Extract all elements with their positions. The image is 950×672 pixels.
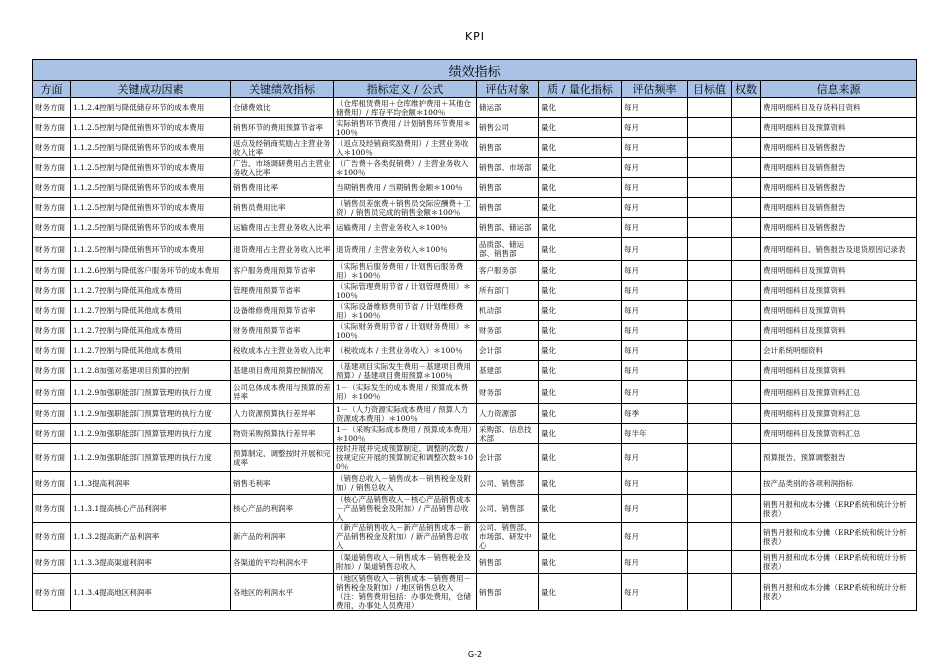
cell-aspect: 财务方面 [33, 301, 71, 321]
cell-frequency: 每月 [622, 523, 688, 551]
table-row [33, 321, 917, 341]
cell-definition: （实际设备维修费用节省 / 计划维修费用）＊100％ [334, 301, 477, 321]
cell-target [688, 574, 732, 611]
table-row [33, 301, 917, 321]
cell-weight [732, 551, 761, 574]
cell-success-factor: 1.1.2.9加强职能部门预算管理的执行力度 [71, 404, 231, 424]
cell-frequency: 每月 [622, 138, 688, 158]
cell-aspect: 财务方面 [33, 404, 71, 424]
table-row [33, 118, 917, 138]
cell-metric-type: 量化 [539, 178, 622, 198]
cell-frequency: 每月 [622, 495, 688, 523]
cell-kpi: 销售员费用比率 [231, 198, 334, 218]
cell-success-factor: 1.1.2.6控制与降低客户服务环节的成本费用 [71, 261, 231, 281]
cell-aspect: 财务方面 [33, 198, 71, 218]
cell-kpi: 税收成本占主营业务收入比率 [231, 341, 334, 361]
table-row [33, 138, 917, 158]
cell-kpi: 运输费用占主营业务收入比率 [231, 218, 334, 238]
document-title: KPI [464, 30, 486, 43]
cell-target [688, 495, 732, 523]
cell-aspect: 财务方面 [33, 424, 71, 444]
cell-success-factor: 1.1.2.7控制与降低其他成本费用 [71, 341, 231, 361]
cell-aspect: 财务方面 [33, 495, 71, 523]
cell-weight [732, 495, 761, 523]
column-header-aspect: 方面 [33, 81, 71, 98]
cell-kpi: 广告、市场调研费用占主营业务收入比率 [231, 158, 334, 178]
cell-target [688, 381, 732, 404]
column-header-info-source: 信息来源 [761, 81, 917, 98]
cell-frequency: 每月 [622, 198, 688, 218]
cell-info-source: 按产品类别的各项利润指标 [761, 472, 917, 495]
cell-aspect: 财务方面 [33, 341, 71, 361]
table-row [33, 98, 917, 118]
cell-assessee: 所有部门 [477, 281, 539, 301]
cell-target [688, 523, 732, 551]
table-row [33, 238, 917, 261]
cell-info-source: 费用明细科目及销售报告 [761, 138, 917, 158]
cell-definition: 1－（实际发生的成本费用 / 预算成本费用）＊100％ [334, 381, 477, 404]
cell-kpi: 预算制定、调整按时开展和完成率 [231, 444, 334, 472]
cell-success-factor: 1.1.2.5控制与降低销售环节的成本费用 [71, 238, 231, 261]
table-row [33, 424, 917, 444]
cell-metric-type: 量化 [539, 495, 622, 523]
column-header-assessee: 评估对象 [477, 81, 539, 98]
cell-definition: 1－（人力资源实际成本费用 / 预算人力资源成本费用）＊100％ [334, 404, 477, 424]
cell-target [688, 198, 732, 218]
table-row [33, 551, 917, 574]
cell-success-factor: 1.1.3.2提高新产品利润率 [71, 523, 231, 551]
cell-kpi: 退货费用占主营业务收入比率 [231, 238, 334, 261]
cell-definition: （渠道销售收入－销售成本－销售税金及附加）/ 渠道销售总收入 [334, 551, 477, 574]
cell-assessee: 会计部 [477, 444, 539, 472]
cell-weight [732, 523, 761, 551]
cell-assessee: 销售部 [477, 574, 539, 611]
cell-metric-type: 量化 [539, 118, 622, 138]
cell-weight [732, 381, 761, 404]
cell-aspect: 财务方面 [33, 551, 71, 574]
cell-metric-type: 量化 [539, 424, 622, 444]
column-header-metric-type: 质 / 量化指标 [539, 81, 622, 98]
cell-kpi: 核心产品的利润率 [231, 495, 334, 523]
cell-success-factor: 1.1.2.8加强对基建项目预算的控制 [71, 361, 231, 381]
cell-success-factor: 1.1.3.3提高渠道利润率 [71, 551, 231, 574]
kpi-table-body [33, 98, 917, 611]
cell-target [688, 138, 732, 158]
cell-success-factor: 1.1.2.5控制与降低销售环节的成本费用 [71, 118, 231, 138]
table-row [33, 444, 917, 472]
cell-frequency: 每月 [622, 574, 688, 611]
cell-kpi: 新产品的利润率 [231, 523, 334, 551]
cell-target [688, 301, 732, 321]
cell-kpi: 销售毛利率 [231, 472, 334, 495]
cell-frequency: 每月 [622, 321, 688, 341]
cell-info-source: 销售月报和成本分摊（ERP系统和统计分析报表） [761, 551, 917, 574]
cell-definition: （仓库租赁费用＋仓库维护费用＋其他仓储费用）/ 库存平均余额＊100％ [334, 98, 477, 118]
cell-assessee: 销售部 [477, 198, 539, 218]
cell-aspect: 财务方面 [33, 158, 71, 178]
cell-definition: （核心产品销售收入－核心产品销售成本－产品销售税金及附加）/ 产品销售总收入 [334, 495, 477, 523]
cell-definition: （基建项目实际发生费用－基建项目费用预算）/ 基建项目费用预算＊100％ [334, 361, 477, 381]
cell-aspect: 财务方面 [33, 218, 71, 238]
cell-frequency: 每月 [622, 158, 688, 178]
cell-kpi: 财务费用预算节省率 [231, 321, 334, 341]
cell-weight [732, 138, 761, 158]
cell-target [688, 98, 732, 118]
cell-definition: 1－（采购实际成本费用 / 预算成本费用）＊100％ [334, 424, 477, 444]
cell-definition: （地区销售收入－销售成本－销售费用－销售税金及附加）/ 地区销售总收入 （注：销售费用包括：办事处费用，仓储费用，办事处人员费用） [334, 574, 477, 611]
cell-info-source: 费用明细科目及销售报告 [761, 198, 917, 218]
cell-kpi: 物资采购预算执行差异率 [231, 424, 334, 444]
cell-success-factor: 1.1.2.5控制与降低销售环节的成本费用 [71, 158, 231, 178]
column-header-weight: 权数 [732, 81, 761, 98]
cell-info-source: 费用明细科目及预算资料 [761, 118, 917, 138]
cell-kpi: 设备维修费用预算节省率 [231, 301, 334, 321]
cell-info-source: 费用明细科目及预算资料汇总 [761, 424, 917, 444]
column-header-success-factor: 关键成功因素 [71, 81, 231, 98]
cell-kpi: 公司总体成本费用与预算的差异率 [231, 381, 334, 404]
cell-aspect: 财务方面 [33, 138, 71, 158]
column-header-frequency: 评估频率 [622, 81, 688, 98]
kpi-table [32, 59, 917, 611]
cell-aspect: 财务方面 [33, 444, 71, 472]
cell-metric-type: 量化 [539, 472, 622, 495]
cell-assessee: 基建部 [477, 361, 539, 381]
cell-info-source: 费用明细科目及销售报告 [761, 178, 917, 198]
cell-frequency: 每月 [622, 381, 688, 404]
cell-definition: （税收成本 / 主营业务收入）＊100％ [334, 341, 477, 361]
cell-metric-type: 量化 [539, 138, 622, 158]
cell-kpi: 基建项目费用预算控制情况 [231, 361, 334, 381]
cell-weight [732, 424, 761, 444]
cell-target [688, 341, 732, 361]
cell-info-source: 费用明细科目及预算资料 [761, 321, 917, 341]
cell-weight [732, 444, 761, 472]
cell-target [688, 551, 732, 574]
cell-success-factor: 1.1.3.1提高核心产品利润率 [71, 495, 231, 523]
cell-weight [732, 472, 761, 495]
cell-assessee: 机动部 [477, 301, 539, 321]
cell-weight [732, 238, 761, 261]
table-row [33, 472, 917, 495]
cell-frequency: 每半年 [622, 424, 688, 444]
cell-definition: （广告费＋各类促销费）/ 主营业务收入＊100％ [334, 158, 477, 178]
cell-target [688, 472, 732, 495]
cell-metric-type: 量化 [539, 158, 622, 178]
table-row [33, 523, 917, 551]
cell-assessee: 财务部 [477, 381, 539, 404]
cell-assessee: 销售部 [477, 138, 539, 158]
table-row [33, 158, 917, 178]
cell-definition: 退货费用 / 主营业务收入＊100％ [334, 238, 477, 261]
cell-aspect: 财务方面 [33, 281, 71, 301]
cell-info-source: 会计系统明细资料 [761, 341, 917, 361]
cell-frequency: 每月 [622, 118, 688, 138]
table-row [33, 281, 917, 301]
cell-frequency: 每月 [622, 98, 688, 118]
cell-assessee: 品质部、储运部、销售部 [477, 238, 539, 261]
cell-info-source: 费用明细科目及预算资料汇总 [761, 381, 917, 404]
cell-weight [732, 361, 761, 381]
cell-weight [732, 341, 761, 361]
cell-target [688, 118, 732, 138]
cell-kpi: 仓储费效比 [231, 98, 334, 118]
cell-success-factor: 1.1.3.4提高地区利润率 [71, 574, 231, 611]
cell-assessee: 销售部、市场部 [477, 158, 539, 178]
cell-metric-type: 量化 [539, 381, 622, 404]
cell-assessee: 人力资源部 [477, 404, 539, 424]
cell-kpi: 销售费用比率 [231, 178, 334, 198]
cell-success-factor: 1.1.2.7控制与降低其他成本费用 [71, 321, 231, 341]
cell-kpi: 管理费用预算节省率 [231, 281, 334, 301]
cell-metric-type: 量化 [539, 574, 622, 611]
cell-assessee: 公司、销售部 [477, 495, 539, 523]
cell-weight [732, 118, 761, 138]
cell-kpi: 销售环节的费用预算节省率 [231, 118, 334, 138]
cell-definition: （实际售后服务费用 / 计划售后服务费用）＊100％ [334, 261, 477, 281]
cell-frequency: 每月 [622, 444, 688, 472]
page-footer: G-2 [467, 650, 483, 659]
cell-metric-type: 量化 [539, 321, 622, 341]
cell-info-source: 销售月报和成本分摊（ERP系统和统计分析报表） [761, 495, 917, 523]
cell-definition: （销售员差旅费＋销售员交际应酬费＋工资）/ 销售员完成的销售金额＊100％ [334, 198, 477, 218]
cell-frequency: 每月 [622, 361, 688, 381]
cell-definition: 运输费用 / 主营业务收入＊100％ [334, 218, 477, 238]
cell-metric-type: 量化 [539, 238, 622, 261]
cell-metric-type: 量化 [539, 281, 622, 301]
table-row [33, 404, 917, 424]
table-row [33, 198, 917, 218]
cell-definition: （返点及经销商奖励费用）/ 主营业务收入＊100％ [334, 138, 477, 158]
cell-assessee: 销售公司 [477, 118, 539, 138]
cell-frequency: 每月 [622, 281, 688, 301]
cell-aspect: 财务方面 [33, 118, 71, 138]
cell-info-source: 费用明细科目及存货科目资料 [761, 98, 917, 118]
cell-aspect: 财务方面 [33, 574, 71, 611]
cell-frequency: 每月 [622, 341, 688, 361]
cell-definition: （销售总收入－销售成本－销售税金及附加）/ 销售总收入 [334, 472, 477, 495]
cell-kpi: 客户服务费用预算节省率 [231, 261, 334, 281]
cell-success-factor: 1.1.2.5控制与降低销售环节的成本费用 [71, 138, 231, 158]
cell-weight [732, 261, 761, 281]
cell-assessee: 销售部、储运部 [477, 218, 539, 238]
cell-info-source: 费用明细科目及销售报告 [761, 218, 917, 238]
cell-weight [732, 98, 761, 118]
table-row [33, 574, 917, 611]
cell-success-factor: 1.1.2.4控制与降低储存环节的成本费用 [71, 98, 231, 118]
cell-metric-type: 量化 [539, 218, 622, 238]
cell-frequency: 每季 [622, 404, 688, 424]
cell-success-factor: 1.1.2.9加强职能部门预算管理的执行力度 [71, 424, 231, 444]
cell-definition: （实际财务费用节省 / 计划财务费用）＊100％ [334, 321, 477, 341]
cell-info-source: 费用明细科目及预算资料 [761, 281, 917, 301]
cell-assessee: 客户服务部 [477, 261, 539, 281]
table-row [33, 495, 917, 523]
cell-target [688, 178, 732, 198]
cell-metric-type: 量化 [539, 551, 622, 574]
cell-metric-type: 量化 [539, 261, 622, 281]
cell-aspect: 财务方面 [33, 523, 71, 551]
cell-aspect: 财务方面 [33, 238, 71, 261]
cell-info-source: 费用明细科目及预算资料 [761, 261, 917, 281]
cell-assessee: 销售部 [477, 178, 539, 198]
table-row [33, 178, 917, 198]
cell-frequency: 每月 [622, 261, 688, 281]
cell-aspect: 财务方面 [33, 381, 71, 404]
table-row [33, 261, 917, 281]
cell-info-source: 费用明细科目、销售报告及退货原因记录表 [761, 238, 917, 261]
cell-definition: 按时开展并完成预算制定、调整的次数 / 按规定应开展的预算制定和调整次数＊100％ [334, 444, 477, 472]
cell-info-source: 费用明细科目及预算资料 [761, 361, 917, 381]
cell-definition: （新产品销售收入－新产品销售成本－新产品销售税金及附加）/ 新产品销售总收入 [334, 523, 477, 551]
cell-kpi: 返点及经销商奖励占主营业务收入比率 [231, 138, 334, 158]
cell-frequency: 每月 [622, 472, 688, 495]
cell-success-factor: 1.1.2.7控制与降低其他成本费用 [71, 281, 231, 301]
table-title: 绩效指标 [33, 60, 917, 81]
cell-success-factor: 1.1.2.7控制与降低其他成本费用 [71, 301, 231, 321]
cell-kpi: 各渠道的平均利润水平 [231, 551, 334, 574]
cell-success-factor: 1.1.2.9加强职能部门预算管理的执行力度 [71, 381, 231, 404]
cell-metric-type: 量化 [539, 404, 622, 424]
cell-weight [732, 574, 761, 611]
cell-target [688, 261, 732, 281]
cell-target [688, 238, 732, 261]
cell-definition: 实际销售环节费用 / 计划销售环节费用＊100％ [334, 118, 477, 138]
cell-target [688, 218, 732, 238]
cell-metric-type: 量化 [539, 523, 622, 551]
column-header-target: 目标值 [688, 81, 732, 98]
cell-weight [732, 158, 761, 178]
cell-metric-type: 量化 [539, 301, 622, 321]
cell-frequency: 每月 [622, 218, 688, 238]
cell-target [688, 404, 732, 424]
table-row [33, 381, 917, 404]
cell-target [688, 424, 732, 444]
cell-info-source: 费用明细科目及预算资料汇总 [761, 404, 917, 424]
cell-target [688, 321, 732, 341]
table-banner-row [33, 60, 917, 81]
cell-assessee: 储运部 [477, 98, 539, 118]
cell-weight [732, 178, 761, 198]
cell-info-source: 销售月报和成本分摊（ERP系统和统计分析报表） [761, 574, 917, 611]
cell-metric-type: 量化 [539, 444, 622, 472]
column-header-kpi: 关键绩效指标 [231, 81, 334, 98]
cell-weight [732, 321, 761, 341]
cell-metric-type: 量化 [539, 361, 622, 381]
cell-assessee: 会计部 [477, 341, 539, 361]
cell-frequency: 每月 [622, 551, 688, 574]
cell-info-source: 费用明细科目及预算资料 [761, 301, 917, 321]
cell-kpi: 各地区的利润水平 [231, 574, 334, 611]
cell-frequency: 每月 [622, 178, 688, 198]
cell-target [688, 158, 732, 178]
cell-metric-type: 量化 [539, 98, 622, 118]
cell-assessee: 采购部、信息技术部 [477, 424, 539, 444]
cell-frequency: 每月 [622, 238, 688, 261]
cell-frequency: 每月 [622, 301, 688, 321]
cell-weight [732, 281, 761, 301]
cell-info-source: 预算报告、预算调整报告 [761, 444, 917, 472]
cell-assessee: 财务部 [477, 321, 539, 341]
cell-success-factor: 1.1.2.5控制与降低销售环节的成本费用 [71, 218, 231, 238]
cell-metric-type: 量化 [539, 198, 622, 218]
cell-metric-type: 量化 [539, 341, 622, 361]
cell-info-source: 销售月报和成本分摊（ERP系统和统计分析报表） [761, 523, 917, 551]
cell-weight [732, 301, 761, 321]
column-header-row [33, 81, 917, 98]
cell-aspect: 财务方面 [33, 361, 71, 381]
table-row [33, 218, 917, 238]
cell-success-factor: 1.1.2.5控制与降低销售环节的成本费用 [71, 178, 231, 198]
cell-info-source: 费用明细科目及销售报告 [761, 158, 917, 178]
cell-target [688, 281, 732, 301]
cell-aspect: 财务方面 [33, 261, 71, 281]
cell-aspect: 财务方面 [33, 321, 71, 341]
column-header-definition: 指标定义 / 公式 [334, 81, 477, 98]
cell-weight [732, 404, 761, 424]
cell-success-factor: 1.1.2.5控制与降低销售环节的成本费用 [71, 198, 231, 218]
cell-assessee: 公司、销售部 [477, 472, 539, 495]
cell-target [688, 361, 732, 381]
cell-success-factor: 1.1.3提高利润率 [71, 472, 231, 495]
cell-weight [732, 218, 761, 238]
cell-aspect: 财务方面 [33, 178, 71, 198]
table-row [33, 341, 917, 361]
cell-aspect: 财务方面 [33, 98, 71, 118]
kpi-table-wrapper [32, 59, 916, 611]
cell-kpi: 人力资源预算执行差异率 [231, 404, 334, 424]
cell-weight [732, 198, 761, 218]
cell-assessee: 销售部 [477, 551, 539, 574]
cell-definition: 当期销售费用 / 当期销售金额＊100％ [334, 178, 477, 198]
table-row [33, 361, 917, 381]
cell-definition: （实际管理费用节省 / 计划管理费用）＊100％ [334, 281, 477, 301]
cell-assessee: 公司、销售部、市场部、研发中心 [477, 523, 539, 551]
cell-aspect: 财务方面 [33, 472, 71, 495]
cell-success-factor: 1.1.2.9加强职能部门预算管理的执行力度 [71, 444, 231, 472]
cell-target [688, 444, 732, 472]
